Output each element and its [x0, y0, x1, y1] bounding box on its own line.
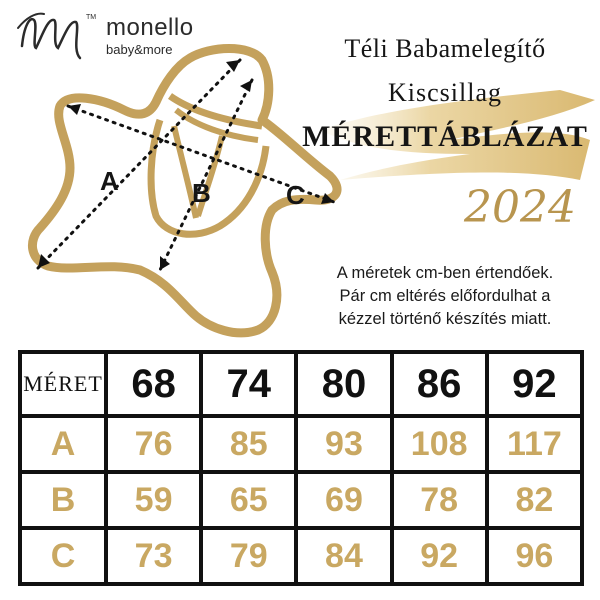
cell-value: 108	[410, 424, 468, 463]
table-cell	[487, 528, 582, 584]
table-cell	[392, 472, 487, 528]
table-cell	[392, 528, 487, 584]
table-cell	[296, 528, 391, 584]
table-cell	[201, 472, 296, 528]
size-92: 92	[512, 361, 557, 406]
cell-value: 92	[420, 536, 459, 575]
measure-b-arrow-bottom	[160, 256, 170, 270]
year-label: 2024	[464, 182, 576, 233]
measure-b-line	[160, 80, 252, 270]
row-label-b: B	[50, 480, 76, 519]
brand-tagline: baby&more	[106, 42, 173, 57]
size-68: 68	[131, 361, 176, 406]
header-label-cell	[20, 352, 106, 416]
measurement-note	[300, 262, 590, 331]
header-size-cell	[487, 352, 582, 416]
cell-value: 85	[229, 424, 268, 463]
table-cell	[106, 416, 201, 472]
cell-value: 73	[134, 536, 173, 575]
row-label-c: C	[50, 536, 76, 575]
cell-value: 59	[134, 480, 173, 519]
table-cell	[392, 416, 487, 472]
row-label-cell	[20, 416, 106, 472]
size-chart-heading: MÉRETTÁBLÁZAT	[302, 120, 588, 153]
hood-line	[170, 96, 262, 126]
table-cell	[296, 472, 391, 528]
note-line-2: Pár cm eltérés előfordulhat a	[339, 287, 551, 305]
table-row-b	[20, 472, 582, 528]
trademark-mark: TM	[86, 14, 97, 21]
table-cell	[201, 528, 296, 584]
label-c: C	[286, 180, 305, 210]
size-table	[18, 350, 584, 586]
cell-value: 93	[325, 424, 363, 463]
table-cell	[487, 416, 582, 472]
table-cell	[487, 472, 582, 528]
cell-value: 96	[515, 536, 554, 575]
row-label-cell	[20, 472, 106, 528]
table-header-row	[20, 352, 582, 416]
row-label-a: A	[50, 424, 76, 463]
cell-value: 82	[515, 480, 554, 519]
header-size-cell	[296, 352, 391, 416]
label-a: A	[100, 166, 119, 196]
table-cell	[106, 472, 201, 528]
brand-name: monello	[106, 14, 194, 41]
header-size-cell	[201, 352, 296, 416]
cell-value: 76	[134, 424, 173, 463]
cell-value: 65	[229, 480, 268, 519]
row-label-cell	[20, 528, 106, 584]
cell-value: 69	[325, 480, 363, 519]
label-b: B	[192, 178, 211, 208]
size-80: 80	[321, 361, 367, 406]
header-size-cell	[106, 352, 201, 416]
table-cell	[201, 416, 296, 472]
measure-b-arrow-top	[240, 80, 252, 92]
product-title: Téli Babamelegítő	[344, 34, 546, 63]
cell-value: 84	[325, 536, 363, 575]
size-86: 86	[416, 361, 462, 406]
table-row-a	[20, 416, 582, 472]
product-subtitle: Kiscsillag	[388, 78, 502, 107]
table-row-c	[20, 528, 582, 584]
cell-value: 78	[420, 480, 459, 519]
table-cell	[296, 416, 391, 472]
note-line-1: A méretek cm-ben értendőek.	[336, 264, 554, 282]
size-74: 74	[226, 361, 272, 406]
header-size-cell	[392, 352, 487, 416]
cell-value: 117	[506, 424, 562, 463]
table-cell	[106, 528, 201, 584]
header-label: MÉRET	[23, 371, 103, 396]
note-line-3: kézzel történő készítés miatt.	[338, 310, 552, 328]
cell-value: 79	[229, 536, 268, 575]
